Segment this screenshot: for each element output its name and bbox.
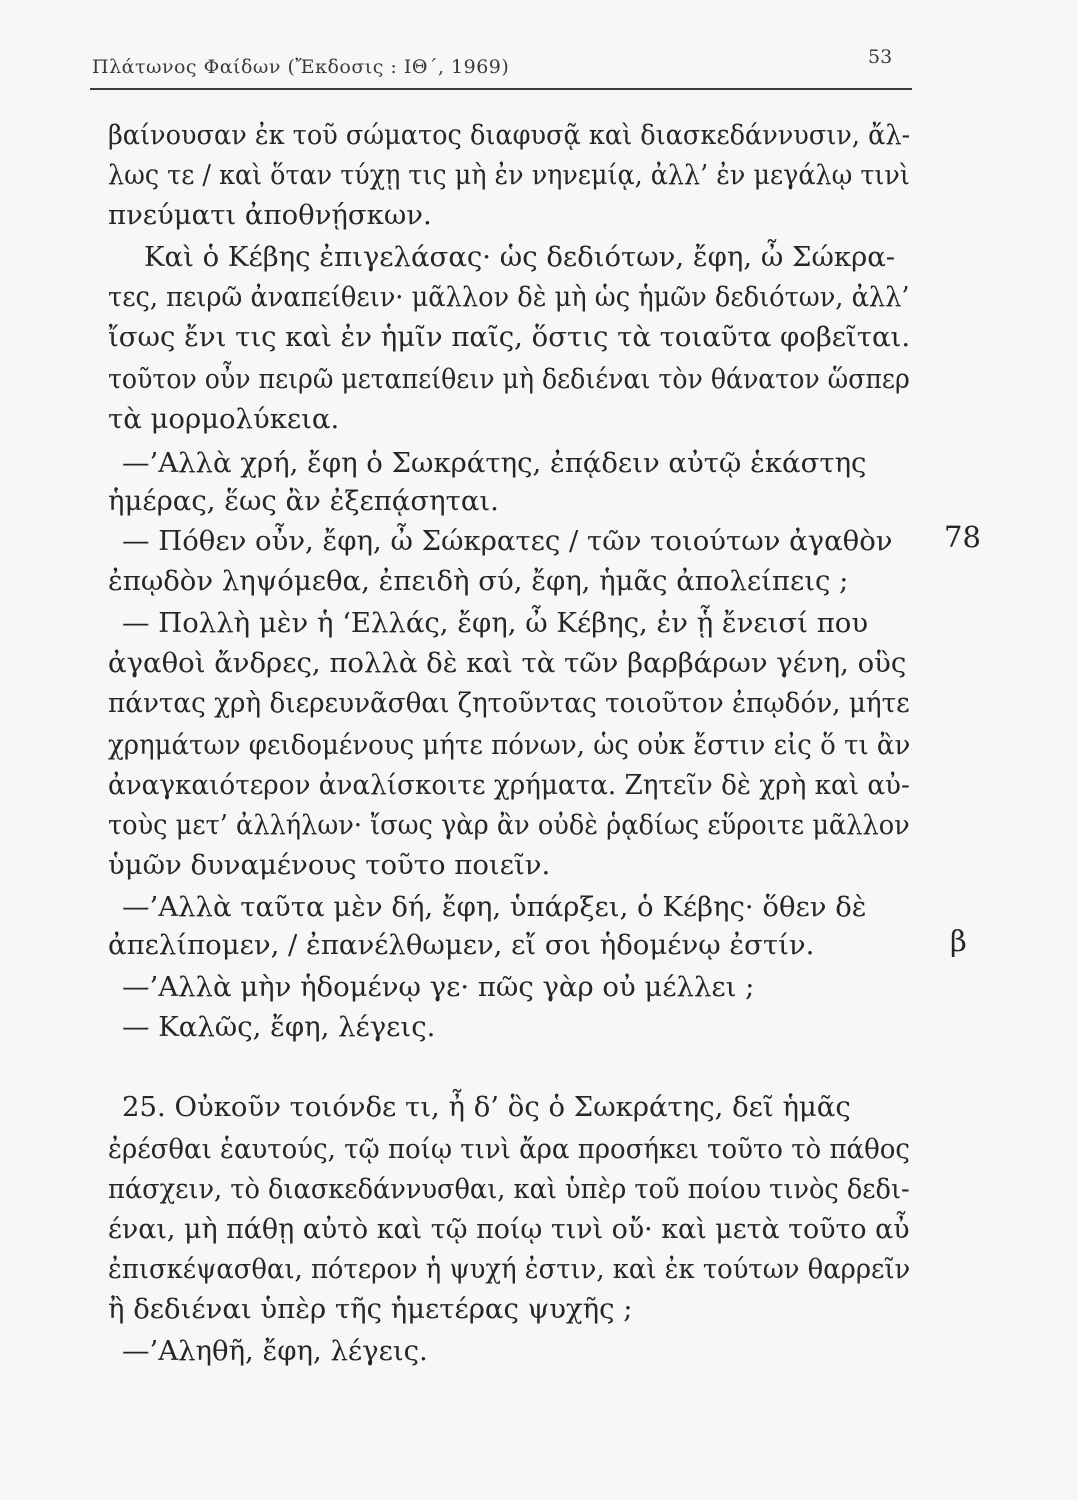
text-line-1: βαίνουσαν ἐκ τοῦ σώματος διαφυσᾷ καὶ διασκεδάννυσιν, ἄλ-: [108, 119, 911, 151]
text-line-4: Καὶ ὁ Κέβης ἐπιγελάσας· ὡς δεδιότων, ἔφη, ὦ Σώκρα-: [144, 241, 896, 273]
section-25-line-3: πάσχειν, τὸ διασκεδάννυσθαι, καὶ ὑπὲρ τοῦ ποίου τινὸς δεδι-: [108, 1173, 910, 1205]
text-line-14: ἀγαθοὶ ἄνδρες, πολλὰ δὲ καὶ τὰ τῶν βαρβάρων γένη, οὓς: [108, 647, 907, 679]
margin-line-reference: 78: [944, 520, 981, 554]
text-line-15: πάντας χρὴ διερευνᾶσθαι ζητοῦντας τοιοῦτον ἐπῳδόν, μήτε: [108, 687, 910, 719]
page-number: 53: [868, 46, 893, 68]
text-line-3: πνεύματι ἀποθνῄσκων.: [108, 199, 432, 231]
text-line-17: ἀναγκαιότερον ἀναλίσκοιτε χρήματα. Ζητεῖν δὲ χρὴ καὶ αὐ-: [108, 769, 910, 801]
text-line-6: ἴσως ἔνι τις καὶ ἐν ἡμῖν παῖς, ὅστις τὰ τοιαῦτα φοβεῖται.: [108, 321, 911, 353]
text-line-8: τὰ μορμολύκεια.: [108, 403, 340, 435]
text-line-21: ἀπελίπομεν, / ἐπανέλθωμεν, εἴ σοι ἡδομένῳ ἐστίν.: [108, 929, 815, 961]
text-line-16: χρημάτων φειδομένους μήτε πόνων, ὡς οὐκ ἔστιν εἰς ὅ τι ἂν: [108, 729, 911, 761]
text-line-2: λως τε / καὶ ὅταν τύχῃ τις μὴ ἐν νηνεμίᾳ, ἀλλ’ ἐν μεγάλῳ τινὶ: [108, 159, 910, 191]
section-25-line-4: έναι, μὴ πάθῃ αὐτὸ καὶ τῷ ποίῳ τινὶ οὔ· καὶ μετὰ τοῦτο αὖ: [108, 1213, 910, 1245]
section-25-line-7: —’Αληθῆ, ἔφη, λέγεις.: [122, 1335, 428, 1367]
text-line-7: τοῦτον οὖν πειρῶ μεταπείθειν μὴ δεδιέναι τὸν θάνατον ὥσπερ: [108, 363, 910, 395]
text-line-12: ἐπῳδὸν ληψόμεθα, ἐπειδὴ σύ, ἔφη, ἡμᾶς ἀπολείπεις ;: [108, 565, 849, 597]
section-25-line-6: ἢ δεδιέναι ὑπὲρ τῆς ἡμετέρας ψυχῆς ;: [108, 1293, 633, 1325]
running-title: Πλάτωνος Φαίδων (Ἔκδοσις : ΙΘ΄, 1969): [92, 56, 510, 78]
section-25-line-1: 25. Οὐκοῦν τοιόνδε τι, ἦ δ’ ὃς ὁ Σωκράτης, δεῖ ἡμᾶς: [122, 1091, 851, 1123]
section-25-line-5: ἐπισκέψασθαι, πότερον ἡ ψυχή ἐστιν, καὶ ἐκ τούτων θαρρεῖν: [108, 1253, 911, 1285]
text-line-13: — Πολλὴ μὲν ἡ ‘Ελλάς, ἔφη, ὦ Κέβης, ἐν ᾗ ἔνεισί που: [122, 607, 869, 639]
text-line-19: ὑμῶν δυναμένους τοῦτο ποιεῖν.: [108, 849, 551, 881]
header-rule: [90, 88, 912, 90]
text-line-9: —’Αλλὰ χρή, ἔφη ὁ Σωκράτης, ἐπᾴδειν αὐτῷ ἑκάστης: [122, 447, 867, 479]
text-line-11: — Πόθεν οὖν, ἔφη, ὦ Σώκρατες / τῶν τοιούτων ἀγαθὸν: [122, 525, 893, 557]
text-line-22: —’Αλλὰ μὴν ἡδομένῳ γε· πῶς γὰρ οὐ μέλλει ;: [122, 971, 755, 1003]
section-25-line-2: ἐρέσθαι ἑαυτούς, τῷ ποίῳ τινὶ ἄρα προσήκει τοῦτο τὸ πάθος: [108, 1133, 910, 1165]
text-line-18: τοὺς μετ’ ἀλλήλων· ἴσως γὰρ ἂν οὐδὲ ῥᾳδίως εὕροιτε μᾶλλον: [108, 809, 910, 841]
text-line-23: — Καλῶς, ἔφη, λέγεις.: [122, 1011, 436, 1043]
margin-section-reference: β: [950, 924, 967, 958]
text-line-10: ἡμέρας, ἕως ἂν ἐξεπᾴσηται.: [108, 485, 499, 517]
text-line-20: —’Αλλὰ ταῦτα μὲν δή, ἔφη, ὑπάρξει, ὁ Κέβης· ὅθεν δὲ: [122, 891, 867, 923]
text-line-5: τες, πειρῶ ἀναπείθειν· μᾶλλον δὲ μὴ ὡς ἡμῶν δεδιότων, ἀλλ’: [108, 281, 910, 313]
